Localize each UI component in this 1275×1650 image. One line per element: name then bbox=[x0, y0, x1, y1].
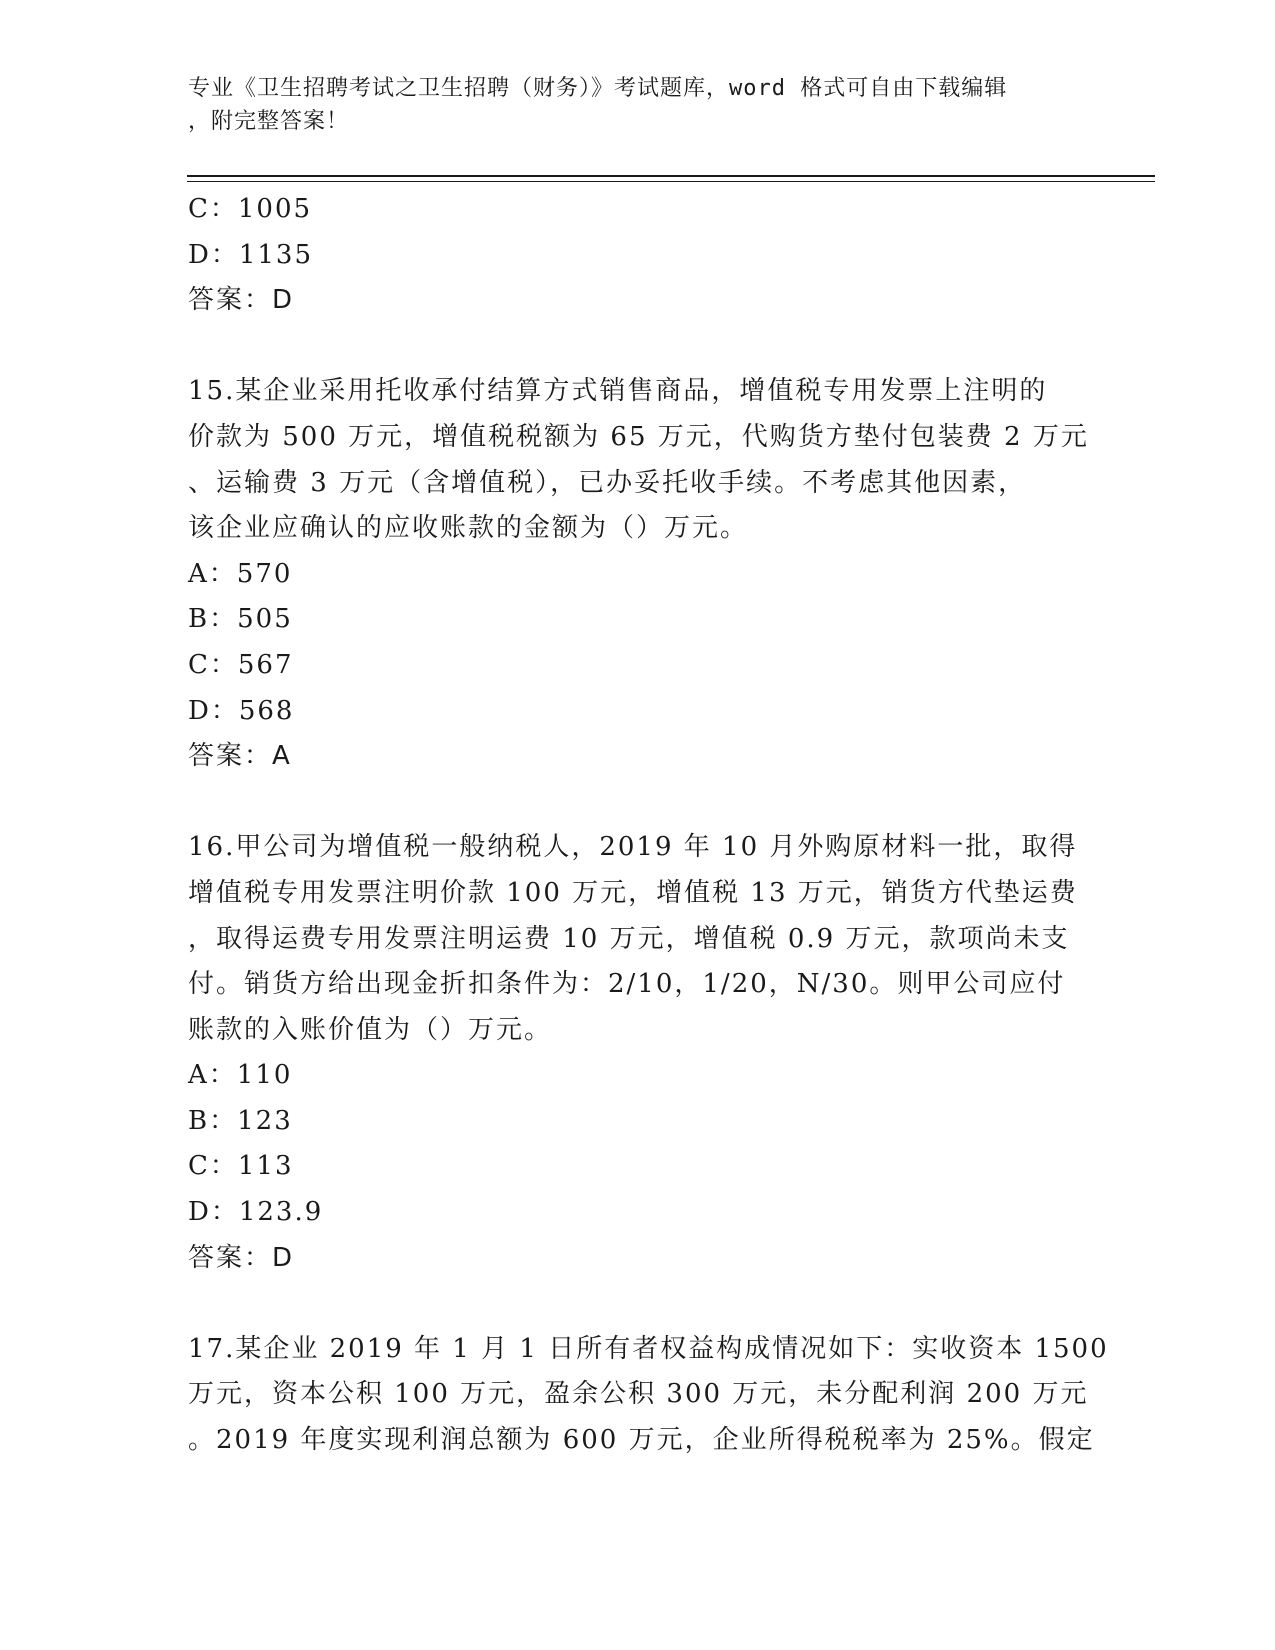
header-divider-thin bbox=[187, 181, 1155, 182]
answer-line: 答案：D bbox=[188, 285, 295, 316]
previous-question-tail bbox=[188, 187, 1088, 324]
question-17 bbox=[188, 1327, 1109, 1464]
question-text-line: 、运输费 3 万元（含增值税），已办妥托收手续。不考虑其他因素， bbox=[188, 467, 1027, 498]
spacer bbox=[188, 324, 1088, 370]
question-text-line: 价款为 500 万元，增值税税额为 65 万元，代购货方垫付包装费 2 万元 bbox=[188, 421, 1089, 452]
question-text-line: 付。销货方给出现金折扣条件为：2/10，1/20，N/30。则甲公司应付 bbox=[188, 969, 1066, 1000]
option-d: D：1135 bbox=[188, 239, 314, 270]
question-text-line: 该企业应确认的应收账款的金额为（）万元。 bbox=[188, 513, 749, 544]
option-d: D：123.9 bbox=[188, 1197, 324, 1228]
question-text-line: 。2019 年度实现利润总额为 600 万元，企业所得税税率为 25%。假定 bbox=[188, 1425, 1095, 1456]
option-c: C：1005 bbox=[188, 194, 313, 224]
document-body bbox=[188, 187, 1109, 1464]
spacer bbox=[188, 780, 1088, 826]
answer-line: 答案：A bbox=[188, 741, 292, 772]
header-line-1: 专业《卫生招聘考试之卫生招聘（财务）》考试题库，word 格式可自由下载编辑 bbox=[188, 76, 1008, 101]
question-text-line: 账款的入账价值为（）万元。 bbox=[188, 1014, 553, 1045]
question-text-line: 增值税专用发票注明价款 100 万元，增值税 13 万元，销货方代垫运费 bbox=[188, 877, 1078, 908]
option-b: B：123 bbox=[188, 1105, 293, 1136]
question-text-line: 万元，资本公积 100 万元，盈余公积 300 万元，未分配利润 200 万元 bbox=[188, 1379, 1089, 1410]
question-text-line: ，取得运费专用发票注明运费 10 万元，增值税 0.9 万元，款项尚未支 bbox=[188, 923, 1070, 954]
document-header bbox=[188, 72, 1068, 138]
option-a: A：110 bbox=[188, 1060, 293, 1091]
question-16 bbox=[188, 825, 1088, 1281]
option-c: C：567 bbox=[188, 649, 294, 680]
answer-line: 答案：D bbox=[188, 1242, 295, 1273]
question-text-line: 15.某企业采用托收承付结算方式销售商品，增值税专用发票上注明的 bbox=[188, 376, 1048, 407]
spacer bbox=[188, 1281, 1088, 1327]
option-d: D：568 bbox=[188, 695, 295, 726]
question-15 bbox=[188, 369, 1088, 779]
question-text-line: 17.某企业 2019 年 1 月 1 日所有者权益构成情况如下：实收资本 1500 bbox=[188, 1333, 1109, 1364]
option-c: C：113 bbox=[188, 1151, 294, 1182]
header-line-2: ，附完整答案！ bbox=[188, 109, 350, 134]
option-a: A：570 bbox=[188, 558, 293, 589]
option-b: B：505 bbox=[188, 604, 293, 635]
header-divider-thick bbox=[187, 175, 1155, 177]
question-text-line: 16.甲公司为增值税一般纳税人，2019 年 10 月外购原材料一批，取得 bbox=[188, 832, 1078, 863]
